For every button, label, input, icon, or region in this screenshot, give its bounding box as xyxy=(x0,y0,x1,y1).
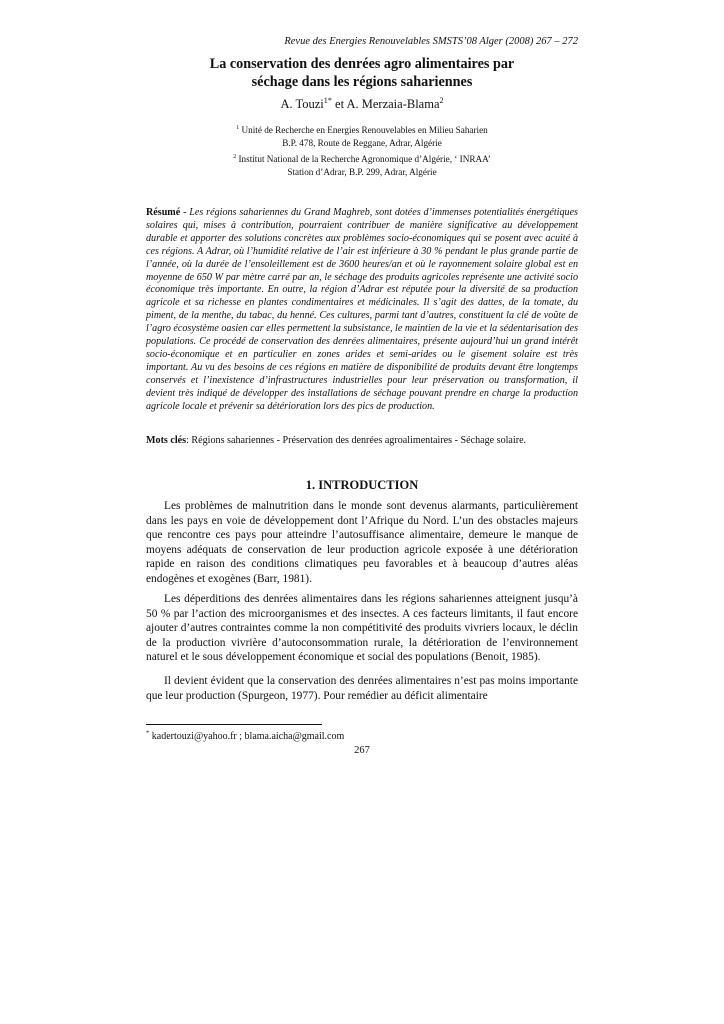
affiliation xyxy=(146,153,578,178)
author-conjunction: et xyxy=(331,97,347,111)
footnote-mark: * xyxy=(146,729,150,737)
author-affiliation-mark: 1* xyxy=(323,95,332,105)
abstract-separator: - xyxy=(180,207,190,218)
author-list xyxy=(146,97,578,112)
keywords xyxy=(146,435,578,448)
author-name: A. Merzaia-Blama xyxy=(346,97,440,111)
affiliation-line: Unité de Recherche en Energies Renouvelables en Milieu Saharien xyxy=(241,125,488,135)
footnote-text: kadertouzi@yahoo.fr ; blama.aicha@gmail.com xyxy=(149,731,345,742)
title-line-1: La conservation des denrées agro alimentaires par xyxy=(209,56,515,72)
affiliation-line: B.P. 478, Route de Reggane, Adrar, Algérie xyxy=(282,137,442,148)
abstract-text: Les régions sahariennes du Grand Maghreb, sont dotées d’immenses potentialités énergétiques solaires qui, mises à contribution, pourraient contribuer de manière significative au développement durable et apporter des solutions concrètes aux problèmes socio-économiques qui se posent avec acuité à ces régions. A Adrar, où l’humidité relative de l’air est inférieure à 30 % pendant le plus grande partie de l’année, où la durée de l’ensoleillement est de 3600 heures/an et où le rayonnement solaire global est en moyenne de 650 W par mètre carré par an, le séchage des produits agricoles représente une activité socio économique très importante. En outre, la région d’Adrar est réputée pour la diversité de sa production agricole et sa richesse en plantes condimentaires et médicinales. Il s’agit des dattes, de la tomate, du piment, de la menthe, du tabac, du henné. Ces cultures, parmi tant d’autres, constituent la clé de voûte de l’agro écosystème oasien car elles permettent la subsistance, le maintien de la vie et la sédentarisation des populations. Ce procédé de conservation des denrées alimentaires, présente aujourd’hui un grand intérêt socio-économique et en particulier en zones arides et semi-arides ou le gisement solaire est très important. Au vu des besoins de ces régions en matière de disponibilité de produits devant être longtemps conservés et l’inexistence d’infrastructures industrielles pour leur préservation ou transformation, il devient très indiqué de développer des installations de séchage pouvant prendre en charge la production agricole locale et prévenir sa détérioration lors des pics de production. xyxy=(146,207,578,412)
footnote-divider xyxy=(146,724,322,725)
title-line-2: séchage dans les régions sahariennes xyxy=(251,74,473,90)
author-affiliation-mark: 2 xyxy=(439,95,444,105)
journal-header: Revue des Energies Renouvelables SMSTS’08 Alger (2008) 267 – 272 xyxy=(284,36,578,47)
affiliation xyxy=(146,124,578,149)
keywords-text: : Régions sahariennes - Préservation des denrées agroalimentaires - Séchage solaire. xyxy=(186,435,527,446)
paper-title xyxy=(146,55,578,91)
footnote xyxy=(146,731,578,742)
keywords-label: Mots clés xyxy=(146,435,187,446)
section-heading: 1. INTRODUCTION xyxy=(305,478,419,492)
body-paragraph: Il devient évident que la conservation des denrées alimentaires n’est pas moins importante que leur production (Spurgeon, 1977). Pour remédier au déficit alimentaire xyxy=(146,675,578,702)
body-paragraph: Les déperditions des denrées alimentaires dans les régions sahariennes atteignent jusqu’à 50 % par l’action des microorganismes et des insectes. A ces facteurs limitants, il faut encore ajouter d’autres contraintes comme la non compétitivité des produits vivriers locaux, le déclin de la production vivrière d’autoconsommation rurale, la détérioration de l’environnement naturel et le sous développement économique et social des populations (Benoit, 1985). xyxy=(146,593,578,664)
abstract-label: Résumé xyxy=(146,207,181,218)
affiliation-line: Station d’Adrar, B.P. 299, Adrar, Algérie xyxy=(287,166,437,177)
author-name: A. Touzi xyxy=(280,97,324,111)
affiliation-line: Institut National de la Recherche Agronomique d’Algérie, ‘ INRAA’ xyxy=(238,154,491,164)
affiliation-number: 2 xyxy=(233,153,237,160)
abstract xyxy=(146,207,578,414)
affiliation-number: 1 xyxy=(236,124,240,131)
body-paragraph: Les problèmes de malnutrition dans le monde sont devenus alarmants, particulièrement dans les pays en voie de développement dont l’Afrique du Nord. L’un des obstacles majeurs que rencontre ces pays pour atteindre l’autosuffisance alimentaire, demeure le manque de moyens adéquats de conservation de leur production agricole exposée à une détérioration rapide en raison des conditions climatiques peu favorables et à beaucoup d’autres aléas endogènes et exogènes (Barr, 1981). xyxy=(146,500,578,585)
page-number: 267 xyxy=(354,745,370,756)
